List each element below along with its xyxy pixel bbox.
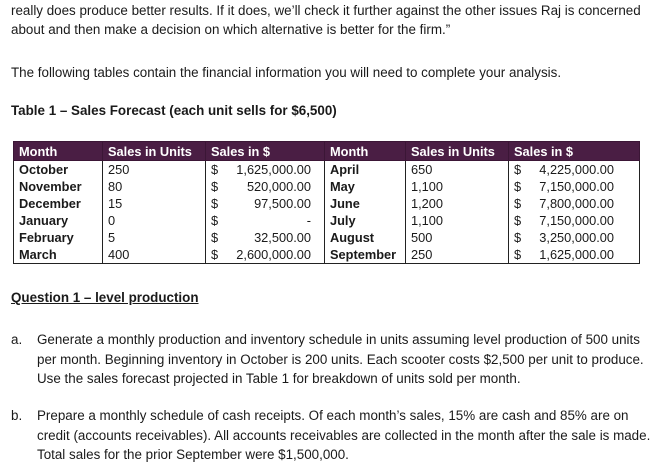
cell-month: March <box>14 246 103 264</box>
currency-symbol: $ <box>211 213 219 228</box>
money-value <box>211 196 311 211</box>
amount: 7,150,000.00 <box>539 179 614 194</box>
cell-sales-units: 400 <box>103 246 206 264</box>
table-row <box>14 161 640 179</box>
cell-sales-units: 1,200 <box>406 195 509 212</box>
cell-sales-dollars <box>206 161 325 179</box>
amount: 32,500.00 <box>254 230 311 245</box>
item-label: b. <box>11 408 23 423</box>
question-item-b <box>11 406 651 465</box>
table-row <box>14 195 640 212</box>
cell-month: July <box>325 212 406 229</box>
table-header-row <box>14 142 640 161</box>
sales-forecast-table <box>13 141 640 264</box>
header-sales-units: Sales in Units <box>406 142 509 161</box>
cell-sales-dollars <box>509 178 640 195</box>
money-value <box>211 247 311 262</box>
cell-sales-units: 1,100 <box>406 178 509 195</box>
amount: 7,800,000.00 <box>539 196 614 211</box>
cell-sales-dollars <box>206 246 325 264</box>
amount: 3,250,000.00 <box>539 230 614 245</box>
intro-paragraph: really does produce better results. If it does, we’ll check it further against the other issues Raj is concerned about and then make a decision on which alternative is better for the firm.” <box>11 3 641 37</box>
currency-symbol: $ <box>514 247 522 262</box>
currency-symbol: $ <box>211 247 219 262</box>
amount: 1,625,000.00 <box>236 162 311 177</box>
cell-month: January <box>14 212 103 229</box>
amount: 520,000.00 <box>246 179 311 194</box>
currency-symbol: $ <box>211 230 219 245</box>
cell-sales-dollars <box>206 178 325 195</box>
item-text: Generate a monthly production and inventory schedule in units assuming level production of 500 units per month. Beginning inventory in October is 200 units. Each scooter costs $2,500 per unit to produce. Use the sales forecast projected in Table 1 for breakdown of units sold per month. <box>37 332 644 386</box>
money-value <box>514 196 614 211</box>
money-value <box>211 162 311 177</box>
money-value <box>514 179 614 194</box>
amount: 7,150,000.00 <box>539 213 614 228</box>
cell-month: February <box>14 229 103 246</box>
cell-month: September <box>325 246 406 264</box>
amount: - <box>306 213 311 228</box>
cell-sales-units: 15 <box>103 195 206 212</box>
tables-intro-text: The following tables contain the financial information you will need to complete your analysis. <box>11 65 562 80</box>
cell-sales-dollars <box>509 161 640 179</box>
header-sales-dollars: Sales in $ <box>509 142 640 161</box>
cell-month: October <box>14 161 103 179</box>
table-row <box>14 246 640 264</box>
cell-month: June <box>325 195 406 212</box>
cell-month: August <box>325 229 406 246</box>
currency-symbol: $ <box>514 213 522 228</box>
cell-sales-dollars <box>509 212 640 229</box>
currency-symbol: $ <box>514 162 522 177</box>
currency-symbol: $ <box>514 196 522 211</box>
cell-sales-units: 650 <box>406 161 509 179</box>
currency-symbol: $ <box>211 196 219 211</box>
money-value <box>514 213 614 228</box>
amount: 2,600,000.00 <box>236 247 311 262</box>
cell-sales-units: 500 <box>406 229 509 246</box>
table-row <box>14 212 640 229</box>
cell-sales-units: 250 <box>103 161 206 179</box>
money-value <box>211 230 311 245</box>
cell-sales-units: 80 <box>103 178 206 195</box>
header-month: Month <box>325 142 406 161</box>
currency-symbol: $ <box>211 162 219 177</box>
currency-symbol: $ <box>211 179 219 194</box>
table-row <box>14 178 640 195</box>
cell-sales-units: 1,100 <box>406 212 509 229</box>
cell-sales-dollars <box>206 195 325 212</box>
cell-sales-dollars <box>509 246 640 264</box>
money-value <box>514 162 614 177</box>
cell-sales-dollars <box>509 195 640 212</box>
money-value <box>211 179 311 194</box>
table-body <box>14 161 640 264</box>
amount: 1,625,000.00 <box>539 247 614 262</box>
money-value <box>211 213 311 228</box>
cell-sales-units: 0 <box>103 212 206 229</box>
amount: 4,225,000.00 <box>539 162 614 177</box>
item-text: Prepare a monthly schedule of cash receipts. Of each month’s sales, 15% are cash and 85% are on credit (accounts receivables). All accounts receivables are collected in the month after the sale is made. Total sales for the prior September were $1,500,000. <box>37 408 651 462</box>
question-heading: Question 1 – level production <box>11 290 199 305</box>
money-value <box>514 230 614 245</box>
header-sales-dollars: Sales in $ <box>206 142 325 161</box>
table-caption: Table 1 – Sales Forecast (each unit sells for $6,500) <box>11 103 337 118</box>
cell-month: April <box>325 161 406 179</box>
currency-symbol: $ <box>514 179 522 194</box>
table-row <box>14 229 640 246</box>
cell-sales-dollars <box>206 229 325 246</box>
header-month: Month <box>14 142 103 161</box>
cell-sales-dollars <box>509 229 640 246</box>
cell-month: May <box>325 178 406 195</box>
cell-sales-dollars <box>206 212 325 229</box>
question-item-a <box>11 330 651 389</box>
cell-month: November <box>14 178 103 195</box>
currency-symbol: $ <box>514 230 522 245</box>
money-value <box>514 247 614 262</box>
cell-month: December <box>14 195 103 212</box>
item-label: a. <box>11 332 23 347</box>
amount: 97,500.00 <box>254 196 311 211</box>
cell-sales-units: 250 <box>406 246 509 264</box>
cell-sales-units: 5 <box>103 229 206 246</box>
header-sales-units: Sales in Units <box>103 142 206 161</box>
